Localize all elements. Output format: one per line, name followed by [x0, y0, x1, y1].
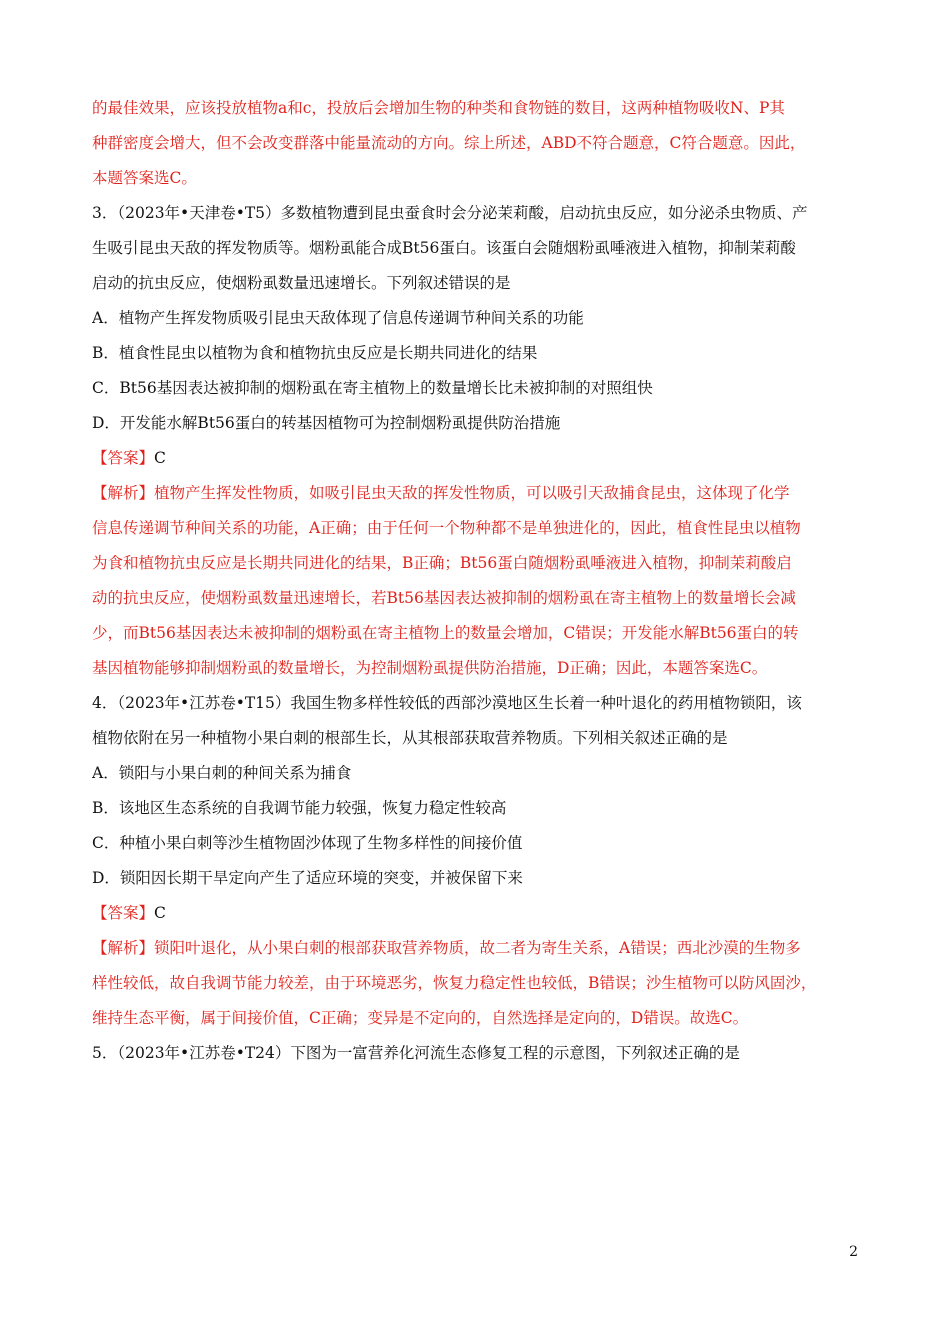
explanation-line: 基因植物能够抑制烟粉虱的数量增长，为控制烟粉虱提供防治措施，D正确；因此，本题答案选C。	[92, 659, 768, 677]
question-stem-line: 5．（2023年•江苏卷•T24）下图为一富营养化河流生态修复工程的示意图，下列叙述正确的是	[92, 1044, 740, 1062]
question-stem-line: 3．（2023年•天津卷•T5）多数植物遭到昆虫蚕食时会分泌茉莉酸，启动抗虫反应，如分泌杀虫物质、产	[92, 204, 808, 222]
option-d: D．锁阳因长期干旱定向产生了适应环境的突变，并被保留下来	[92, 869, 523, 887]
explanation-line: 为食和植物抗虫反应是长期共同进化的结果，B正确；Bt56蛋白随烟粉虱唾液进入植物，抑制茉莉酸启	[92, 554, 792, 572]
question-stem-line: 生吸引昆虫天敌的挥发物质等。烟粉虱能合成Bt56蛋白。该蛋白会随烟粉虱唾液进入植物，抑制茉莉酸	[92, 239, 796, 257]
explanation-line: 样性较低，故自我调节能力较差，由于环境恶劣，恢复力稳定性也较低，B错误；沙生植物可以防风固沙，	[92, 974, 817, 992]
prev-explanation-line: 种群密度会增大，但不会改变群落中能量流动的方向。综上所述，ABD不符合题意，C符合题意。因此，	[92, 134, 806, 152]
answer-value: C	[154, 904, 166, 922]
prev-explanation-line: 的最佳效果，应该投放植物a和c，投放后会增加生物的种类和食物链的数目，这两种植物吸收N、P其	[92, 99, 785, 117]
question-stem-line: 4．（2023年•江苏卷•T15）我国生物多样性较低的西部沙漠地区生长着一种叶退化的药用植物锁阳，该	[92, 694, 802, 712]
answer-line	[92, 446, 864, 471]
option-a: A．锁阳与小果白刺的种间关系为捕食	[92, 764, 352, 782]
explanation-label: 【解析】	[92, 484, 155, 502]
prev-explanation	[92, 96, 864, 191]
explanation-line: 维持生态平衡，属于间接价值，C正确；变异是不定向的，自然选择是定向的，D错误。故选C。	[92, 1009, 749, 1027]
answer-line	[92, 901, 864, 926]
answer-label: 【答案】	[92, 904, 155, 922]
option-d: D．开发能水解Bt56蛋白的转基因植物可为控制烟粉虱提供防治措施	[92, 414, 561, 432]
option-a: A．植物产生挥发物质吸引昆虫天敌体现了信息传递调节种间关系的功能	[92, 309, 584, 327]
explanation-line: 信息传递调节种间关系的功能，A正确；由于任何一个物种都不是单独进化的，因此，植食性昆虫以植物	[92, 519, 801, 537]
explanation-line: 少，而Bt56基因表达未被抑制的烟粉虱在寄主植物上的数量会增加，C错误；开发能水解Bt56蛋白的转	[92, 624, 799, 642]
question-3	[92, 201, 864, 681]
explanation-text: 锁阳叶退化，从小果白刺的根部获取营养物质，故二者为寄生关系，A错误；西北沙漠的生物多	[154, 939, 801, 957]
question-4	[92, 691, 864, 1031]
explanation-label: 【解析】	[92, 939, 155, 957]
page-content	[92, 96, 864, 1076]
page-number: 2	[849, 1244, 858, 1260]
explanation-line	[92, 481, 864, 506]
option-c: C．Bt56基因表达被抑制的烟粉虱在寄主植物上的数量增长比未被抑制的对照组快	[92, 379, 653, 397]
answer-label: 【答案】	[92, 449, 155, 467]
option-b: B．植食性昆虫以植物为食和植物抗虫反应是长期共同进化的结果	[92, 344, 538, 362]
prev-explanation-line: 本题答案选C。	[92, 169, 197, 187]
explanation-line	[92, 936, 864, 961]
question-stem-line: 植物依附在另一种植物小果白刺的根部生长，从其根部获取营养物质。下列相关叙述正确的是	[92, 729, 728, 747]
explanation-line: 动的抗虫反应，使烟粉虱数量迅速增长，若Bt56基因表达被抑制的烟粉虱在寄主植物上的数量增长会减	[92, 589, 796, 607]
explanation-text: 植物产生挥发性物质，如吸引昆虫天敌的挥发性物质，可以吸引天敌捕食昆虫，这体现了化学	[154, 484, 790, 502]
option-c: C．种植小果白刺等沙生植物固沙体现了生物多样性的间接价值	[92, 834, 523, 852]
question-5	[92, 1041, 864, 1066]
question-stem-line: 启动的抗虫反应，使烟粉虱数量迅速增长。下列叙述错误的是	[92, 274, 511, 292]
option-b: B．该地区生态系统的自我调节能力较强，恢复力稳定性较高	[92, 799, 507, 817]
answer-value: C	[154, 449, 166, 467]
